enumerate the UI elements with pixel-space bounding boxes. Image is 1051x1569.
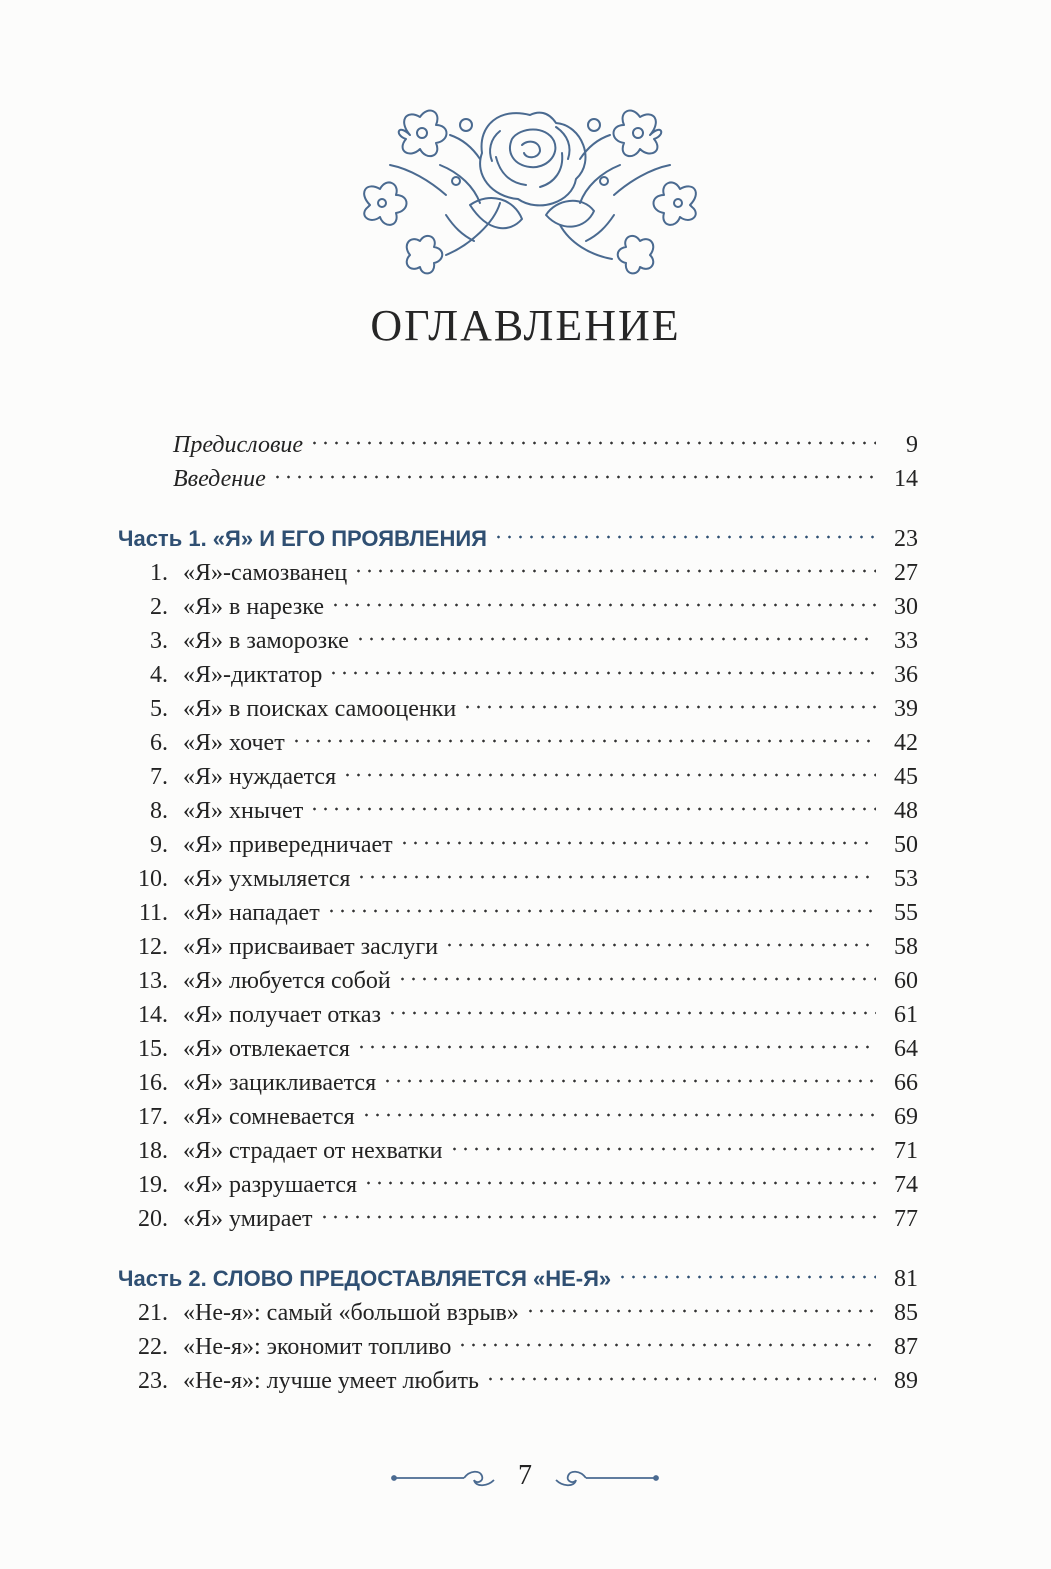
chapter-page: 27: [894, 560, 918, 586]
toc-front-matter-preface: [118, 428, 918, 462]
toc-chapter-row: [118, 1100, 918, 1134]
chapter-page: 87: [894, 1334, 918, 1360]
right-swirl-icon: [550, 1458, 660, 1498]
chapter-page: 60: [894, 968, 918, 994]
toc-chapter-row: [118, 1330, 918, 1364]
dot-leader: [397, 976, 876, 982]
dot-leader: [457, 1342, 876, 1348]
toc-chapter-row: [118, 658, 918, 692]
toc-chapter-row: [118, 1202, 918, 1236]
dot-leader: [399, 840, 876, 846]
toc-chapter-row: [118, 896, 918, 930]
dot-leader: [363, 1180, 876, 1186]
chapter-title: «Я» в заморозке: [183, 628, 349, 654]
chapter-title: «Я» любуется собой: [183, 968, 391, 994]
chapter-number: 17.: [138, 1104, 168, 1130]
toc-part-page: 23: [894, 526, 918, 552]
chapter-title: «Я» зацикливается: [183, 1070, 377, 1096]
chapter-number: 4.: [150, 662, 168, 688]
toc-chapter-row: [118, 624, 918, 658]
chapter-page: 69: [894, 1104, 918, 1130]
chapter-title: «Я» привередничает: [183, 832, 393, 858]
toc-chapter-row: [118, 726, 918, 760]
toc-chapter-row: [118, 828, 918, 862]
dot-leader: [309, 806, 876, 812]
toc-chapter-row: [118, 1066, 918, 1100]
toc-chapter-row: [118, 964, 918, 998]
toc-chapter-row: [118, 1032, 918, 1066]
toc-part-label: Часть 2. СЛОВО ПРЕДОСТАВЛЯЕТСЯ «НЕ-Я»: [118, 1266, 612, 1291]
dot-leader: [330, 602, 876, 608]
chapter-number: 22.: [138, 1334, 168, 1360]
dot-leader: [449, 1146, 877, 1152]
dot-leader: [356, 874, 876, 880]
chapter-title: «Я» в нарезке: [183, 594, 324, 620]
chapter-title: «Я» ухмыляется: [183, 866, 351, 892]
toc-chapter-row: [118, 1134, 918, 1168]
chapter-page: 74: [894, 1172, 918, 1198]
chapter-page: 77: [894, 1206, 918, 1232]
toc-chapter-row: [118, 692, 918, 726]
floral-ornament-icon: [350, 95, 710, 285]
toc-entry-label: Предисловие: [173, 432, 304, 458]
chapter-title: «Я» в поисках самооценки: [183, 696, 457, 722]
chapter-page: 39: [894, 696, 918, 722]
chapter-title: «Я» разрушается: [183, 1172, 358, 1198]
toc-part-2-heading: [118, 1262, 918, 1296]
dot-leader: [355, 636, 876, 642]
dot-leader: [462, 704, 876, 710]
chapter-number: 8.: [150, 798, 168, 824]
toc-chapter-row: [118, 590, 918, 624]
chapter-page: 33: [894, 628, 918, 654]
chapter-title: «Я» сомневается: [183, 1104, 355, 1130]
chapter-page: 66: [894, 1070, 918, 1096]
chapter-title: «Я» хнычет: [183, 798, 304, 824]
chapter-number: 10.: [138, 866, 168, 892]
chapter-page: 48: [894, 798, 918, 824]
chapter-title: «Я»-самозванец: [183, 560, 348, 586]
toc-entry-page: 14: [894, 466, 918, 492]
dot-leader: [387, 1010, 876, 1016]
chapter-title: «Я» присваивает заслуги: [183, 934, 439, 960]
chapter-title: «Я» нуждается: [183, 764, 337, 790]
chapter-number: 20.: [138, 1206, 168, 1232]
toc-chapter-row: [118, 1364, 918, 1398]
dot-leader: [493, 534, 876, 540]
chapter-page: 42: [894, 730, 918, 756]
chapter-number: 9.: [150, 832, 168, 858]
toc-chapter-row: [118, 998, 918, 1032]
chapter-page: 30: [894, 594, 918, 620]
dot-leader: [356, 1044, 876, 1050]
chapter-number: 5.: [150, 696, 168, 722]
page-title: ОГЛАВЛЕНИЕ: [370, 301, 681, 350]
dot-leader: [444, 942, 876, 948]
chapter-title: «Я» отвлекается: [183, 1036, 350, 1062]
chapter-title: «Не-я»: самый «большой взрыв»: [183, 1300, 519, 1326]
chapter-number: 2.: [150, 594, 168, 620]
dot-leader: [617, 1274, 876, 1280]
chapter-number: 23.: [138, 1368, 168, 1394]
toc-part-page: 81: [894, 1266, 918, 1292]
chapter-page: 89: [894, 1368, 918, 1394]
chapter-number: 3.: [150, 628, 168, 654]
toc-chapter-row: [118, 930, 918, 964]
dot-leader: [309, 440, 876, 446]
chapter-page: 55: [894, 900, 918, 926]
chapter-title: «Я» хочет: [183, 730, 285, 756]
toc-part-label: Часть 1. «Я» И ЕГО ПРОЯВЛЕНИЯ: [118, 526, 487, 551]
chapter-number: 18.: [138, 1138, 168, 1164]
toc-chapter-row: [118, 1296, 918, 1330]
dot-leader: [272, 474, 876, 480]
chapter-title: «Я» страдает от нехватки: [183, 1138, 443, 1164]
toc-chapter-row: [118, 794, 918, 828]
chapter-number: 1.: [150, 560, 168, 586]
dot-leader: [342, 772, 876, 778]
chapter-title: «Я» получает отказ: [183, 1002, 381, 1028]
dot-leader: [525, 1308, 876, 1314]
toc-part-1-heading: [118, 522, 918, 556]
chapter-page: 61: [894, 1002, 918, 1028]
toc-chapter-row: [118, 862, 918, 896]
toc-chapter-row: [118, 556, 918, 590]
chapter-page: 71: [894, 1138, 918, 1164]
toc-chapter-row: [118, 760, 918, 794]
page-number: 7: [518, 1460, 532, 1491]
chapter-number: 6.: [150, 730, 168, 756]
chapter-page: 36: [894, 662, 918, 688]
chapter-number: 7.: [150, 764, 168, 790]
chapter-number: 21.: [138, 1300, 168, 1326]
chapter-number: 12.: [138, 934, 168, 960]
dot-leader: [328, 670, 876, 676]
table-of-contents: [118, 428, 918, 1398]
chapter-page: 58: [894, 934, 918, 960]
page-footer: [390, 1458, 660, 1498]
dot-leader: [326, 908, 876, 914]
chapter-title: «Не-я»: лучше умеет любить: [183, 1368, 479, 1394]
chapter-number: 11.: [138, 900, 168, 926]
toc-front-matter-introduction: [118, 462, 918, 496]
chapter-title: «Я»-диктатор: [183, 662, 323, 688]
chapter-page: 85: [894, 1300, 918, 1326]
chapter-page: 64: [894, 1036, 918, 1062]
chapter-number: 14.: [138, 1002, 168, 1028]
chapter-number: 16.: [138, 1070, 168, 1096]
toc-entry-label: Введение: [173, 466, 266, 492]
dot-leader: [361, 1112, 876, 1118]
dot-leader: [291, 738, 876, 744]
chapter-title: «Я» умирает: [183, 1206, 313, 1232]
chapter-number: 15.: [138, 1036, 168, 1062]
dot-leader: [319, 1214, 876, 1220]
chapter-title: «Я» нападает: [183, 900, 320, 926]
dot-leader: [353, 568, 876, 574]
dot-leader: [485, 1376, 876, 1382]
chapter-page: 45: [894, 764, 918, 790]
chapter-page: 50: [894, 832, 918, 858]
chapter-number: 13.: [138, 968, 168, 994]
chapter-page: 53: [894, 866, 918, 892]
dot-leader: [382, 1078, 876, 1084]
toc-chapter-row: [118, 1168, 918, 1202]
chapter-title: «Не-я»: экономит топливо: [183, 1334, 452, 1360]
toc-entry-page: 9: [906, 432, 918, 458]
chapter-number: 19.: [138, 1172, 168, 1198]
